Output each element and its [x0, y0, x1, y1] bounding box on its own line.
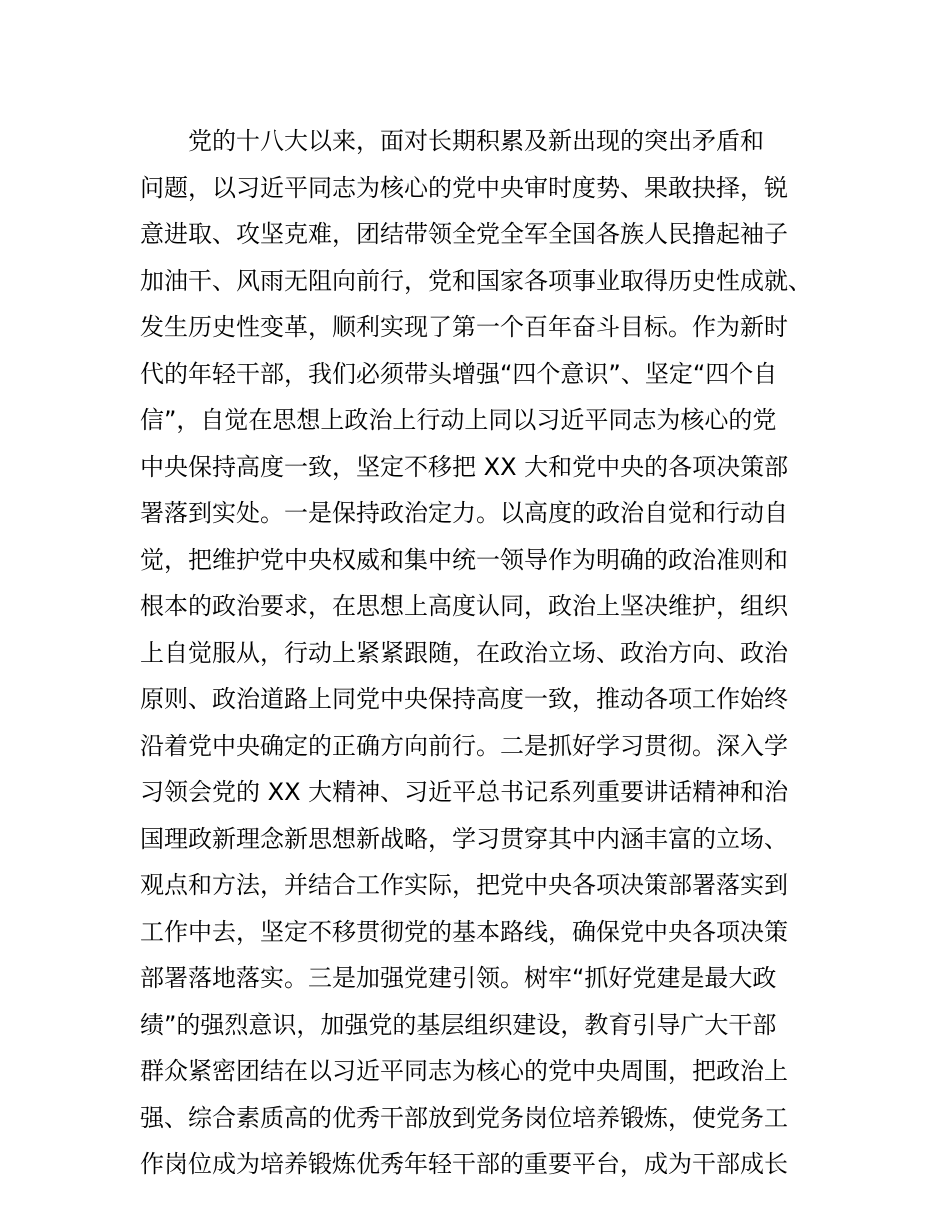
text-line: 绩”的强烈意识，加强党的基层组织建设，教育引导广大干部 [140, 1010, 777, 1039]
text-line: 原则、政治道路上同党中央保持高度一致，推动各项工作始终 [140, 685, 788, 713]
text-line: 群众紧密团结在以习近平同志为核心的党中央周围，把政治上 [140, 1057, 788, 1085]
text-line: 署落到实处。一是保持政治定力。以高度的政治自觉和行动自 [140, 499, 788, 527]
text-line: 意进取、攻坚克难，团结带领全党全军全国各族人民撸起袖子 [140, 220, 788, 248]
text-line: 部署落地落实。三是加强党建引领。树牢“抓好党建是最大政 [140, 964, 777, 992]
text-line: 问题，以习近平同志为核心的党中央审时度势、果敢抉择，锐 [140, 173, 788, 202]
text-line: 习领会党的 XX 大精神、习近平总书记系列重要讲话精神和治 [140, 778, 789, 806]
text-line: 上自觉服从，行动上紧紧跟随，在政治立场、政治方向、政治 [140, 638, 788, 667]
text-line: 国理政新理念新思想新战略，学习贯穿其中内涵丰富的立场、 [140, 824, 788, 853]
text-line: 根本的政治要求，在思想上高度认同，政治上坚决维护，组织 [140, 592, 788, 620]
text-line: 党的十八大以来，面对长期积累及新出现的突出矛盾和 [188, 127, 764, 155]
text-line: 觉，把维护党中央权威和集中统一领导作为明确的政治准则和 [140, 545, 788, 574]
text-line: 作岗位成为培养锻炼优秀年轻干部的重要平台，成为干部成长 [140, 1150, 788, 1178]
text-line: 强、综合素质高的优秀干部放到党务岗位培养锻炼，使党务工 [140, 1103, 788, 1132]
text-line: 发生历史性变革，顺利实现了第一个百年奋斗目标。作为新时 [140, 313, 788, 341]
text-line: 信”，自觉在思想上政治上行动上同以习近平同志为核心的党 [140, 406, 777, 434]
text-line: 工作中去，坚定不移贯彻党的基本路线，确保党中央各项决策 [140, 917, 788, 946]
text-line: 代的年轻干部，我们必须带头增强“四个意识”、坚定“四个自 [140, 359, 778, 388]
text-line: 加油干、风雨无阻向前行，党和国家各项事业取得历史性成就、 [140, 266, 812, 295]
text-line: 观点和方法，并结合工作实际，把党中央各项决策部署落实到 [140, 871, 788, 899]
paragraph [140, 118, 820, 1188]
text-line: 沿着党中央确定的正确方向前行。二是抓好学习贯彻。深入学 [140, 731, 788, 760]
text-line: 中央保持高度一致，坚定不移把 XX 大和党中央的各项决策部 [140, 452, 789, 481]
